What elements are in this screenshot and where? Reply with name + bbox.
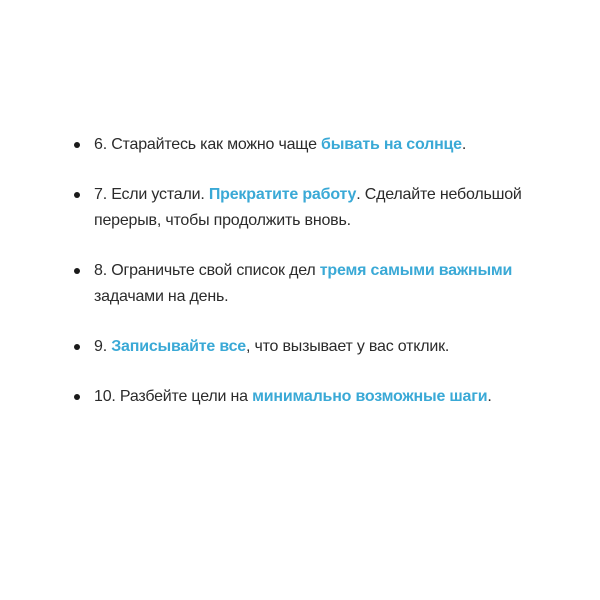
tip-text-after: . bbox=[487, 388, 492, 405]
bullet-icon bbox=[74, 268, 80, 274]
tip-item-6 bbox=[74, 132, 544, 158]
tip-number: 9. bbox=[94, 338, 107, 355]
bullet-icon bbox=[74, 192, 80, 198]
tip-text: Ограничьте свой список дел bbox=[111, 262, 316, 279]
tip-item-7 bbox=[74, 182, 544, 234]
tip-number: 8. bbox=[94, 262, 107, 279]
tips-list bbox=[74, 132, 544, 434]
bullet-icon bbox=[74, 344, 80, 350]
tip-highlight: тремя самыми важными bbox=[319, 262, 513, 279]
tip-highlight: Записывайте все bbox=[111, 338, 246, 355]
tip-text-after: . Сделайте небольшой перерыв, чтобы продолжить вновь. bbox=[94, 186, 522, 229]
bullet-icon bbox=[74, 394, 80, 400]
tip-text-after: задачами на день. bbox=[94, 288, 229, 305]
tip-highlight: минимально возможные шаги bbox=[252, 388, 488, 405]
tip-number: 7. bbox=[94, 186, 107, 203]
tip-item-8 bbox=[74, 258, 544, 310]
tip-item-10 bbox=[74, 384, 544, 410]
tip-number: 6. bbox=[94, 136, 107, 153]
tip-text: Старайтесь как можно чаще bbox=[111, 136, 317, 153]
tip-highlight: Прекратите работу bbox=[208, 186, 357, 203]
tip-text-after: . bbox=[461, 136, 467, 153]
tip-text: Разбейте цели на bbox=[119, 388, 248, 405]
tip-item-9 bbox=[74, 334, 544, 360]
bullet-icon bbox=[74, 142, 80, 148]
tip-text: Если устали. bbox=[111, 186, 205, 203]
tip-number: 10. bbox=[94, 388, 116, 405]
tip-highlight: бывать на солнце bbox=[321, 136, 462, 153]
tip-text-after: , что вызывает у вас отклик. bbox=[245, 338, 450, 355]
